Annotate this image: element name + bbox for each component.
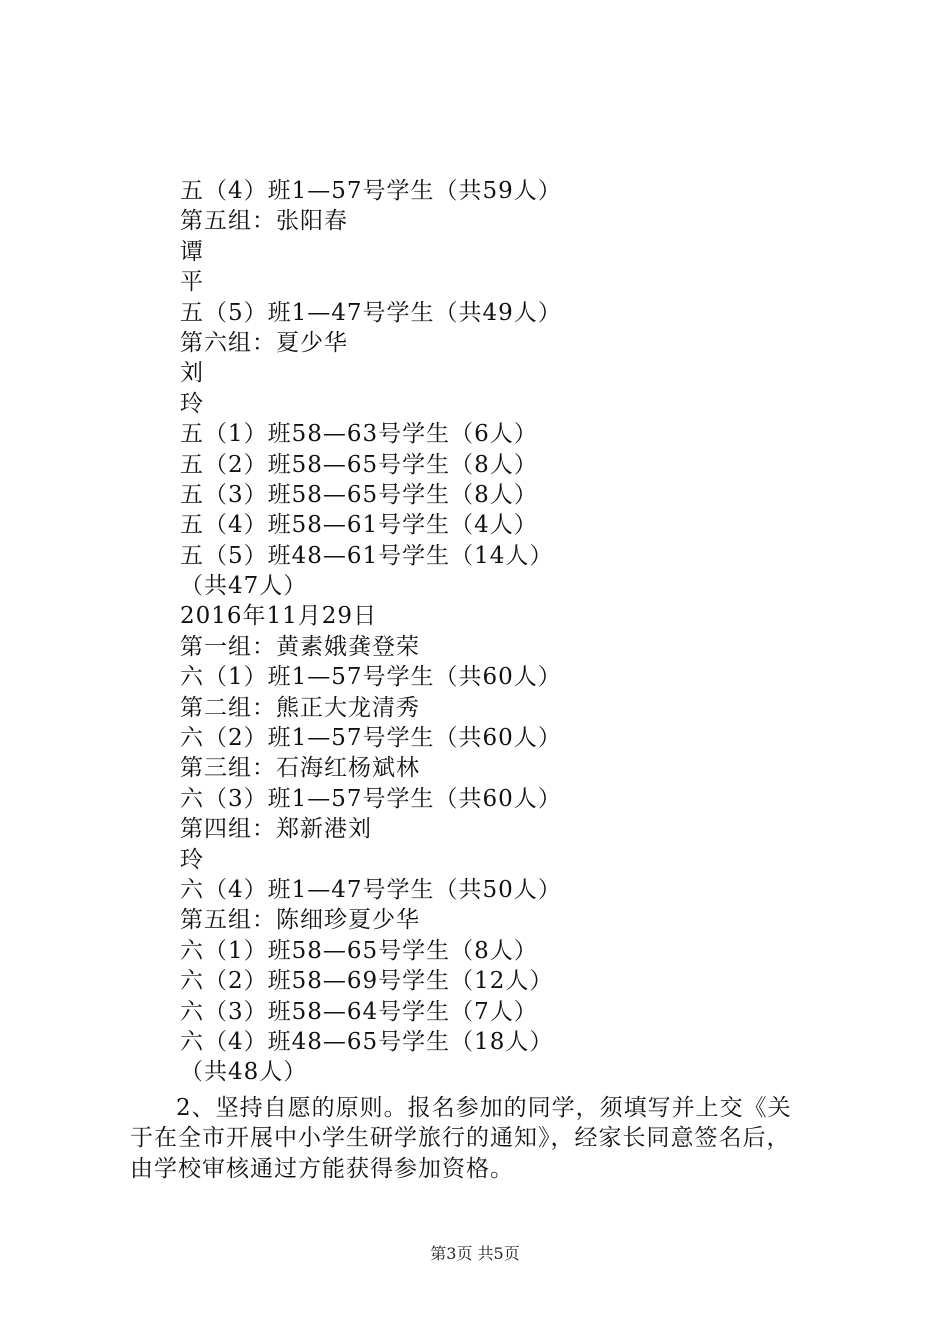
list-line: 谭	[180, 238, 204, 265]
list-line: 五（1）班58—63号学生（6人）	[180, 421, 538, 448]
list-line: 五（5）班1—47号学生（共49人）	[180, 299, 562, 326]
list-line: 五（4）班1—57号学生（共59人）	[180, 178, 562, 204]
list-line: 六（4）班48—65号学生（18人）	[180, 1028, 554, 1055]
list-line: 六（3）班1—57号学生（共60人）	[180, 785, 562, 812]
list-line: 第四组：郑新港刘	[180, 816, 372, 843]
list-line: 六（1）班1—57号学生（共60人）	[180, 664, 562, 691]
list-line: 六（2）班1—57号学生（共60人）	[180, 725, 562, 752]
date-line: 2016年11月29日	[180, 603, 378, 630]
list-line: 六（3）班58—64号学生（7人）	[180, 998, 538, 1025]
page-footer: 第3页 共5页	[430, 1244, 520, 1263]
list-line: 五（4）班58—61号学生（4人）	[180, 512, 538, 539]
list-line: 六（2）班58—69号学生（12人）	[180, 968, 554, 995]
list-line: 刘	[180, 360, 204, 387]
paragraph-line: 2、坚持自愿的原则。报名参加的同学，须填写并上交《关	[176, 1095, 792, 1121]
list-line: 五（2）班58—65号学生（8人）	[180, 451, 538, 478]
paragraph-line: 由学校审核通过方能获得参加资格。	[130, 1155, 514, 1182]
list-line: 第五组：张阳春	[180, 208, 348, 235]
list-line: 第五组：陈细珍夏少华	[180, 907, 420, 934]
paragraph-line: 于在全市开展中小学生研学旅行的通知》，经家长同意签名后，	[130, 1125, 791, 1152]
list-line: （共48人）	[180, 1059, 308, 1086]
list-line: 第一组：黄素娥龚登荣	[180, 633, 420, 660]
list-line: 第三组：石海红杨斌林	[180, 755, 420, 782]
list-line: 第六组：夏少华	[180, 329, 348, 356]
list-line: 玲	[180, 390, 204, 417]
list-line: 五（3）班58—65号学生（8人）	[180, 481, 538, 508]
principle-paragraph	[130, 1093, 830, 1184]
list-line: 六（1）班58—65号学生（8人）	[180, 937, 538, 964]
list-line: 第二组：熊正大龙清秀	[180, 694, 420, 721]
list-line: （共47人）	[180, 573, 308, 600]
list-line: 玲	[180, 846, 204, 873]
list-line: 六（4）班1—47号学生（共50人）	[180, 876, 562, 903]
schedule-list	[180, 176, 860, 1088]
list-line: 五（5）班48—61号学生（14人）	[180, 542, 554, 569]
list-line: 平	[180, 269, 204, 296]
